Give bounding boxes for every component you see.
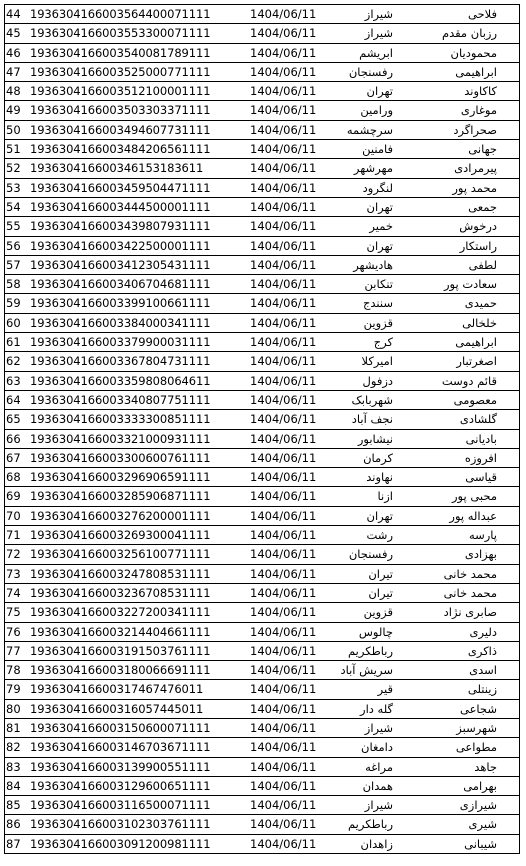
name-cell: جمعی bbox=[468, 199, 497, 214]
date-cell: 1404/06/11 bbox=[250, 296, 317, 311]
date-cell: 1404/06/11 bbox=[250, 45, 317, 60]
row-number: 57 bbox=[6, 257, 21, 272]
date-cell: 1404/06/11 bbox=[250, 180, 317, 195]
name-cell: دلیری bbox=[469, 624, 497, 639]
tracking-code: 1936304166003459504471111 bbox=[30, 180, 211, 195]
city-cell: ورامین bbox=[360, 103, 393, 118]
tracking-code: 1936304166003422500001111 bbox=[30, 238, 211, 253]
date-cell: 1404/06/11 bbox=[250, 431, 317, 446]
city-cell: کرج bbox=[373, 335, 393, 350]
date-cell: 1404/06/11 bbox=[250, 257, 317, 272]
row-number: 50 bbox=[6, 122, 21, 137]
date-cell: 1404/06/11 bbox=[250, 412, 317, 427]
row-number: 62 bbox=[6, 354, 21, 369]
city-cell: زاهدان bbox=[360, 836, 393, 851]
tracking-code: 1936304166003247808531111 bbox=[30, 566, 211, 581]
row-number: 82 bbox=[6, 740, 21, 755]
table-row bbox=[4, 140, 520, 159]
date-cell: 1404/06/11 bbox=[250, 450, 317, 465]
city-cell: تهران bbox=[366, 238, 393, 253]
table-row bbox=[4, 565, 520, 584]
row-number: 48 bbox=[6, 84, 21, 99]
name-cell: پارسه bbox=[468, 528, 497, 543]
name-cell: صابری نژاد bbox=[443, 605, 497, 620]
date-cell: 1404/06/11 bbox=[250, 720, 317, 735]
row-number: 70 bbox=[6, 508, 21, 523]
date-cell: 1404/06/11 bbox=[250, 605, 317, 620]
table-row bbox=[4, 217, 520, 236]
name-cell: مطواعی bbox=[455, 740, 497, 755]
row-number: 55 bbox=[6, 219, 21, 234]
table-row bbox=[4, 410, 520, 429]
name-cell: ذاکری bbox=[467, 643, 497, 658]
date-cell: 1404/06/11 bbox=[250, 508, 317, 523]
city-cell: شیراز bbox=[364, 720, 393, 735]
row-number: 77 bbox=[6, 643, 21, 658]
date-cell: 1404/06/11 bbox=[250, 470, 317, 485]
city-cell: قیر bbox=[377, 682, 393, 697]
tracking-code: 1936304166003146703671111 bbox=[30, 740, 211, 755]
table-row bbox=[4, 101, 520, 120]
city-cell: رفسنجان bbox=[348, 547, 393, 562]
tracking-code: 1936304166003525000771111 bbox=[30, 64, 211, 79]
tracking-code: 193630416600316057445011 bbox=[30, 701, 204, 716]
city-cell: شیراز bbox=[364, 798, 393, 813]
row-number: 65 bbox=[6, 412, 21, 427]
city-cell: نهاوند bbox=[366, 470, 393, 485]
city-cell: رشت bbox=[366, 528, 393, 543]
name-cell: محمد خانی bbox=[443, 585, 497, 600]
row-number: 49 bbox=[6, 103, 21, 118]
city-cell: سنندج bbox=[362, 296, 393, 311]
name-cell: فلاحی bbox=[467, 7, 497, 21]
city-cell: تهران bbox=[366, 508, 393, 523]
date-cell: 1404/06/11 bbox=[250, 778, 317, 793]
row-number: 79 bbox=[6, 682, 21, 697]
tracking-code: 1936304166003444500001111 bbox=[30, 199, 211, 214]
name-cell: شیرازی bbox=[459, 798, 497, 813]
name-cell: پیرمرادی bbox=[454, 161, 497, 176]
date-cell: 1404/06/11 bbox=[250, 585, 317, 600]
city-cell: سرچشمه bbox=[346, 122, 393, 137]
city-cell: شیراز bbox=[364, 26, 393, 41]
name-cell: سعادت پور bbox=[444, 277, 497, 292]
tracking-code: 1936304166003091200981111 bbox=[30, 836, 211, 851]
name-cell: شجاعی bbox=[459, 701, 497, 716]
name-cell: محمد پور bbox=[452, 180, 497, 195]
name-cell: افروزه bbox=[464, 450, 497, 465]
tracking-code: 1936304166003276200001111 bbox=[30, 508, 211, 523]
name-cell: جاهد bbox=[474, 759, 497, 774]
city-cell: تیران bbox=[368, 585, 393, 600]
row-number: 73 bbox=[6, 566, 21, 581]
date-cell: 1404/06/11 bbox=[250, 238, 317, 253]
date-cell: 1404/06/11 bbox=[250, 277, 317, 292]
city-cell: ازنا bbox=[377, 489, 393, 504]
date-cell: 1404/06/11 bbox=[250, 335, 317, 350]
tracking-code: 1936304166003191503761111 bbox=[30, 643, 211, 658]
table-row bbox=[4, 835, 520, 854]
name-cell: گلشادی bbox=[459, 412, 497, 427]
date-cell: 1404/06/11 bbox=[250, 624, 317, 639]
date-cell: 1404/06/11 bbox=[250, 122, 317, 137]
tracking-code: 1936304166003494607731111 bbox=[30, 122, 211, 137]
row-number: 54 bbox=[6, 199, 21, 214]
tracking-code: 1936304166003139900551111 bbox=[30, 759, 211, 774]
date-cell: 1404/06/11 bbox=[250, 798, 317, 813]
city-cell: کرمان bbox=[363, 450, 393, 465]
table-row bbox=[4, 159, 520, 178]
tracking-code: 1936304166003484206561111 bbox=[30, 142, 211, 157]
tracking-code: 1936304166003269300041111 bbox=[30, 528, 211, 543]
tracking-code: 1936304166003227200341111 bbox=[30, 605, 211, 620]
name-cell: ابراهیمی bbox=[455, 335, 497, 350]
row-number: 87 bbox=[6, 836, 21, 851]
date-cell: 1404/06/11 bbox=[250, 643, 317, 658]
table-row bbox=[4, 198, 520, 217]
row-number: 61 bbox=[6, 335, 21, 350]
date-cell: 1404/06/11 bbox=[250, 836, 317, 851]
date-cell: 1404/06/11 bbox=[250, 817, 317, 832]
table-row bbox=[4, 24, 520, 43]
tracking-code: 1936304166003359808064611 bbox=[30, 373, 211, 388]
table-row bbox=[4, 796, 520, 815]
table-row bbox=[4, 815, 520, 834]
name-cell: جهانی bbox=[468, 142, 497, 157]
table-row bbox=[4, 661, 520, 680]
row-number: 66 bbox=[6, 431, 21, 446]
tracking-code: 1936304166003503303371111 bbox=[30, 103, 211, 118]
row-number: 52 bbox=[6, 161, 21, 176]
row-number: 53 bbox=[6, 180, 21, 195]
name-cell: راستکار bbox=[459, 238, 497, 253]
name-cell: خلخالی bbox=[462, 315, 497, 330]
city-cell: تهران bbox=[366, 84, 393, 99]
city-cell: رباطکریم bbox=[348, 817, 393, 832]
name-cell: ابراهیمی bbox=[455, 64, 497, 79]
city-cell: مراغه bbox=[365, 759, 393, 774]
date-cell: 1404/06/11 bbox=[250, 64, 317, 79]
name-cell: قیاسی bbox=[465, 470, 497, 485]
row-number: 51 bbox=[6, 142, 21, 157]
row-number: 68 bbox=[6, 470, 21, 485]
city-cell: ابریشم bbox=[359, 45, 393, 60]
tracking-code: 1936304166003340807751111 bbox=[30, 392, 211, 407]
city-cell: شیراز bbox=[364, 7, 393, 21]
row-number: 56 bbox=[6, 238, 21, 253]
row-number: 71 bbox=[6, 528, 21, 543]
city-cell: خمیر bbox=[369, 219, 393, 234]
row-number: 74 bbox=[6, 585, 21, 600]
row-number: 72 bbox=[6, 547, 21, 562]
name-cell: رزبان مقدم bbox=[441, 26, 497, 41]
city-cell: نجف آباد bbox=[351, 412, 393, 427]
name-cell: موغاری bbox=[460, 103, 497, 118]
date-cell: 1404/06/11 bbox=[250, 219, 317, 234]
table-row bbox=[4, 352, 520, 371]
table-row bbox=[4, 545, 520, 564]
name-cell: معصومی bbox=[453, 392, 497, 407]
tracking-code: 1936304166003300600761111 bbox=[30, 450, 211, 465]
date-cell: 1404/06/11 bbox=[250, 682, 317, 697]
row-number: 80 bbox=[6, 701, 21, 716]
row-number: 44 bbox=[6, 7, 21, 21]
table-row bbox=[4, 391, 520, 410]
table-row bbox=[4, 372, 520, 391]
table-row bbox=[4, 121, 520, 140]
tracking-code: 1936304166003285906871111 bbox=[30, 489, 211, 504]
name-cell: محبی پور bbox=[452, 489, 497, 504]
city-cell: تهران bbox=[366, 199, 393, 214]
city-cell: دامغان bbox=[361, 740, 393, 755]
table-row bbox=[4, 449, 520, 468]
name-cell: اصغرتبار bbox=[456, 354, 497, 369]
row-number: 75 bbox=[6, 605, 21, 620]
date-cell: 1404/06/11 bbox=[250, 7, 317, 21]
tracking-code: 1936304166003256100771111 bbox=[30, 547, 211, 562]
table-row bbox=[4, 179, 520, 198]
date-cell: 1404/06/11 bbox=[250, 26, 317, 41]
date-cell: 1404/06/11 bbox=[250, 354, 317, 369]
name-cell: بهرامی bbox=[463, 778, 497, 793]
city-cell: نیشابور bbox=[357, 431, 393, 446]
tracking-code: 1936304166003379900031111 bbox=[30, 335, 211, 350]
city-cell: تنکابن bbox=[364, 277, 393, 292]
date-cell: 1404/06/11 bbox=[250, 199, 317, 214]
date-cell: 1404/06/11 bbox=[250, 528, 317, 543]
table-row bbox=[4, 487, 520, 506]
date-cell: 1404/06/11 bbox=[250, 663, 317, 678]
city-cell: همدان bbox=[362, 778, 393, 793]
name-cell: محمد خانی bbox=[443, 566, 497, 581]
city-cell: رباطکریم bbox=[348, 643, 393, 658]
tracking-code: 1936304166003150600071111 bbox=[30, 720, 211, 735]
date-cell: 1404/06/11 bbox=[250, 701, 317, 716]
table-row bbox=[4, 700, 520, 719]
tracking-code: 1936304166003384000341111 bbox=[30, 315, 211, 330]
table-row bbox=[4, 526, 520, 545]
name-cell: شیبانی bbox=[464, 836, 497, 851]
name-cell: قائم دوست bbox=[441, 373, 497, 388]
table-row bbox=[4, 642, 520, 661]
name-cell: صحراگرد bbox=[453, 122, 497, 137]
tracking-code: 1936304166003540081789111 bbox=[30, 45, 211, 60]
tracking-code: 1936304166003214404661111 bbox=[30, 624, 211, 639]
row-number: 60 bbox=[6, 315, 21, 330]
date-cell: 1404/06/11 bbox=[250, 142, 317, 157]
table-row bbox=[4, 5, 520, 24]
table-row bbox=[4, 44, 520, 63]
row-number: 45 bbox=[6, 26, 21, 41]
tracking-code: 1936304166003406704681111 bbox=[30, 277, 211, 292]
row-number: 69 bbox=[6, 489, 21, 504]
tracking-code: 1936304166003412305431111 bbox=[30, 257, 211, 272]
row-number: 85 bbox=[6, 798, 21, 813]
name-cell: درخوش bbox=[459, 219, 497, 234]
table-row bbox=[4, 430, 520, 449]
city-cell: چالوس bbox=[358, 624, 393, 639]
city-cell: قزوین bbox=[363, 315, 393, 330]
row-number: 47 bbox=[6, 64, 21, 79]
table-row bbox=[4, 256, 520, 275]
table-row bbox=[4, 507, 520, 526]
tracking-code: 193630416600317467476011 bbox=[30, 682, 204, 697]
city-cell: مهرشهر bbox=[353, 161, 393, 176]
tracking-code: 1936304166003321000931111 bbox=[30, 431, 211, 446]
table-row bbox=[4, 680, 520, 699]
tracking-code: 1936304166003296906591111 bbox=[30, 470, 211, 485]
name-cell: زینتلی bbox=[467, 682, 497, 697]
date-cell: 1404/06/11 bbox=[250, 489, 317, 504]
row-number: 64 bbox=[6, 392, 21, 407]
date-cell: 1404/06/11 bbox=[250, 161, 317, 176]
name-cell: شیری bbox=[468, 817, 497, 832]
tracking-code: 1936304166003399100661111 bbox=[30, 296, 211, 311]
table-row bbox=[4, 333, 520, 352]
date-cell: 1404/06/11 bbox=[250, 373, 317, 388]
tracking-code: 1936304166003333300851111 bbox=[30, 412, 211, 427]
name-cell: محمودیان bbox=[450, 45, 497, 60]
date-cell: 1404/06/11 bbox=[250, 103, 317, 118]
row-number: 84 bbox=[6, 778, 21, 793]
table-row bbox=[4, 719, 520, 738]
date-cell: 1404/06/11 bbox=[250, 740, 317, 755]
date-cell: 1404/06/11 bbox=[250, 547, 317, 562]
table-row bbox=[4, 603, 520, 622]
tracking-code: 1936304166003512100001111 bbox=[30, 84, 211, 99]
tracking-code: 1936304166003439807931111 bbox=[30, 219, 211, 234]
tracking-code: 1936304166003129600651111 bbox=[30, 778, 211, 793]
city-cell: امیرکلا bbox=[361, 354, 393, 369]
tracking-code: 1936304166003564400071111 bbox=[30, 7, 211, 21]
city-cell: هادیشهر bbox=[353, 257, 393, 272]
row-number: 83 bbox=[6, 759, 21, 774]
city-cell: لنگرود bbox=[362, 180, 393, 195]
date-cell: 1404/06/11 bbox=[250, 566, 317, 581]
name-cell: حمیدی bbox=[464, 296, 497, 311]
table-row bbox=[4, 294, 520, 313]
table-row bbox=[4, 584, 520, 603]
name-cell: اسدی bbox=[469, 663, 497, 678]
tracking-code: 1936304166003116500071111 bbox=[30, 798, 211, 813]
city-cell: شهربابک bbox=[351, 392, 393, 407]
date-cell: 1404/06/11 bbox=[250, 759, 317, 774]
city-cell: رفسنجان bbox=[348, 64, 393, 79]
row-number: 81 bbox=[6, 720, 21, 735]
city-cell: تیران bbox=[368, 566, 393, 581]
table-row bbox=[4, 738, 520, 757]
row-number: 58 bbox=[6, 277, 21, 292]
row-number: 78 bbox=[6, 663, 21, 678]
row-number: 86 bbox=[6, 817, 21, 832]
table-row bbox=[4, 468, 520, 487]
table-row bbox=[4, 758, 520, 777]
city-cell: قزوین bbox=[363, 605, 393, 620]
row-number: 67 bbox=[6, 450, 21, 465]
city-cell: گله دار bbox=[360, 701, 393, 716]
tracking-code: 1936304166003102303761111 bbox=[30, 817, 211, 832]
tracking-code: 1936304166003367804731111 bbox=[30, 354, 211, 369]
table-row bbox=[4, 275, 520, 294]
row-number: 46 bbox=[6, 45, 21, 60]
name-cell: لطفی bbox=[468, 257, 497, 272]
name-cell: بادیانی bbox=[465, 431, 497, 446]
tracking-code: 1936304166003236708531111 bbox=[30, 585, 211, 600]
table-row bbox=[4, 63, 520, 82]
table-row bbox=[4, 777, 520, 796]
row-number: 76 bbox=[6, 624, 21, 639]
table-row bbox=[4, 623, 520, 642]
name-cell: بهزادی bbox=[464, 547, 497, 562]
city-cell: سریش آباد bbox=[340, 663, 393, 678]
date-cell: 1404/06/11 bbox=[250, 392, 317, 407]
date-cell: 1404/06/11 bbox=[250, 84, 317, 99]
date-cell: 1404/06/11 bbox=[250, 315, 317, 330]
name-cell: شهرسبز bbox=[456, 720, 497, 735]
records-table bbox=[4, 4, 520, 854]
tracking-code: 193630416600346153183611 bbox=[30, 161, 204, 176]
row-number: 59 bbox=[6, 296, 21, 311]
name-cell: کاکاوند bbox=[464, 84, 497, 99]
table-row bbox=[4, 82, 520, 101]
city-cell: فامنین bbox=[362, 142, 393, 157]
tracking-code: 1936304166003553300071111 bbox=[30, 26, 211, 41]
tracking-code: 1936304166003180066691111 bbox=[30, 663, 211, 678]
table-row bbox=[4, 314, 520, 333]
name-cell: عبداله پور bbox=[449, 508, 497, 523]
city-cell: دزفول bbox=[362, 373, 393, 388]
row-number: 63 bbox=[6, 373, 21, 388]
table-row bbox=[4, 237, 520, 256]
